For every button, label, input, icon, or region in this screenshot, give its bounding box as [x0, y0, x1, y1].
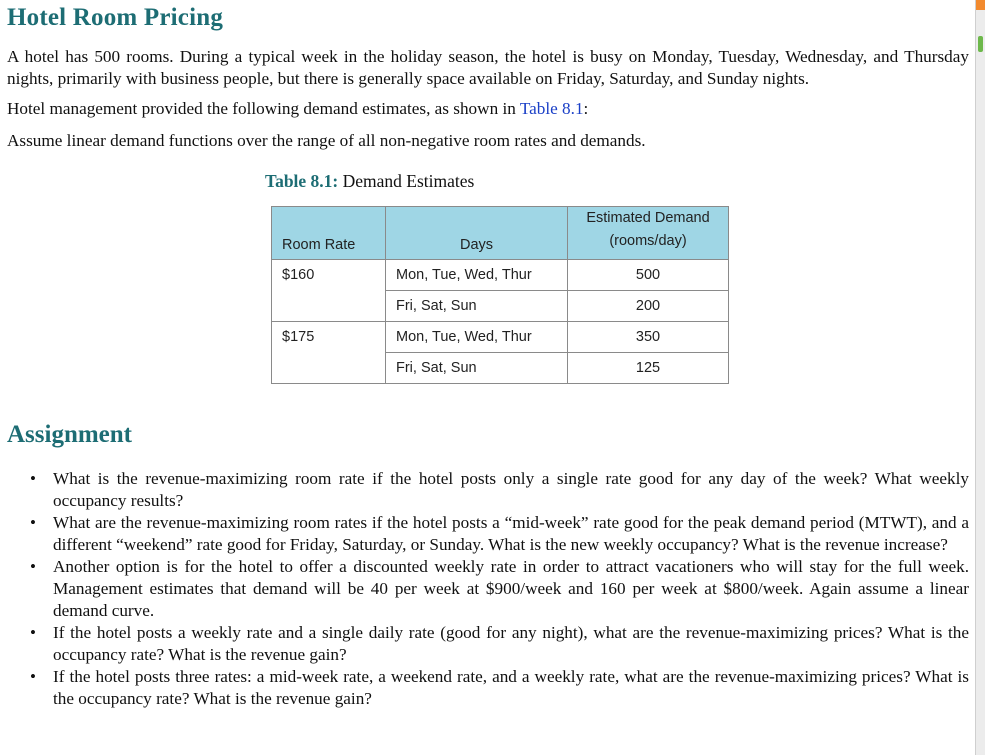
cell-rate: $160: [272, 260, 386, 322]
scrollbar-accent: [976, 0, 985, 10]
list-item: • Another option is for the hotel to offer a discounted weekly rate in order to attract vacationers who will stay for the full week. Management estimates that demand will be 40 per week at $900/week and 160 per week at $800/week. Again assume a linear demand curve.: [7, 556, 969, 622]
cell-demand: 350: [568, 322, 729, 353]
demand-intro-paragraph: [7, 98, 969, 120]
cell-demand: 500: [568, 260, 729, 291]
demand-intro-colon: :: [583, 99, 589, 118]
list-item: • If the hotel posts three rates: a mid-week rate, a weekend rate, and a weekly rate, what are the revenue-maximizing prices? What is the occupancy rate? What is the revenue gain?: [7, 666, 969, 710]
header-days: Days: [386, 207, 568, 260]
page-title: Hotel Room Pricing: [7, 4, 224, 31]
table-reference-link[interactable]: Table 8.1: [519, 99, 584, 118]
cell-demand: 125: [568, 353, 729, 384]
demand-intro-text: Hotel management provided the following demand estimates, as shown in: [7, 99, 520, 118]
intro-paragraph: A hotel has 500 rooms. During a typical week in the holiday season, the hotel is busy on Monday, Tuesday, Wednesday, and Thursday nights, primarily with business people, but there is generally space available on Friday, Saturday, and Sunday nights.: [7, 47, 969, 88]
cell-days: Fri, Sat, Sun: [386, 353, 568, 384]
table-caption-text: Demand Estimates: [338, 171, 475, 191]
demand-estimates-table: [271, 206, 729, 384]
cell-demand: 200: [568, 291, 729, 322]
cell-days: Mon, Tue, Wed, Thur: [386, 260, 568, 291]
table-row: [272, 260, 729, 291]
table-header-row: [272, 207, 729, 260]
header-estimated-demand: [568, 207, 729, 260]
list-item: • What is the revenue-maximizing room rate if the hotel posts only a single rate good for any day of the week? What weekly occupancy results?: [7, 468, 969, 512]
list-item: • If the hotel posts a weekly rate and a single daily rate (good for any night), what are the revenue-maximizing prices? What is the occupancy rate? What is the revenue gain?: [7, 622, 969, 666]
window-scrollbar[interactable]: [975, 0, 985, 755]
cell-days: Fri, Sat, Sun: [386, 291, 568, 322]
assignment-heading: Assignment: [7, 421, 133, 448]
assignment-list: [7, 468, 969, 710]
table-row: [272, 322, 729, 353]
assumption-paragraph: Assume linear demand functions over the range of all non-negative room rates and demands.: [7, 131, 646, 150]
table-caption: [265, 171, 474, 192]
cell-days: Mon, Tue, Wed, Thur: [386, 322, 568, 353]
cell-rate: $175: [272, 322, 386, 384]
table-caption-label: Table 8.1:: [265, 171, 339, 191]
list-item: • What are the revenue-maximizing room rates if the hotel posts a “mid-week” rate good for the peak demand period (MTWT), and a different “weekend” rate good for Friday, Saturday, or Sunday. What is the new weekly occupancy? What is the revenue increase?: [7, 512, 969, 556]
header-demand-line1: Estimated Demand: [586, 210, 710, 226]
scrollbar-thumb[interactable]: [978, 36, 983, 52]
header-demand-line2: (rooms/day): [609, 233, 687, 249]
header-room-rate: Room Rate: [272, 207, 386, 260]
